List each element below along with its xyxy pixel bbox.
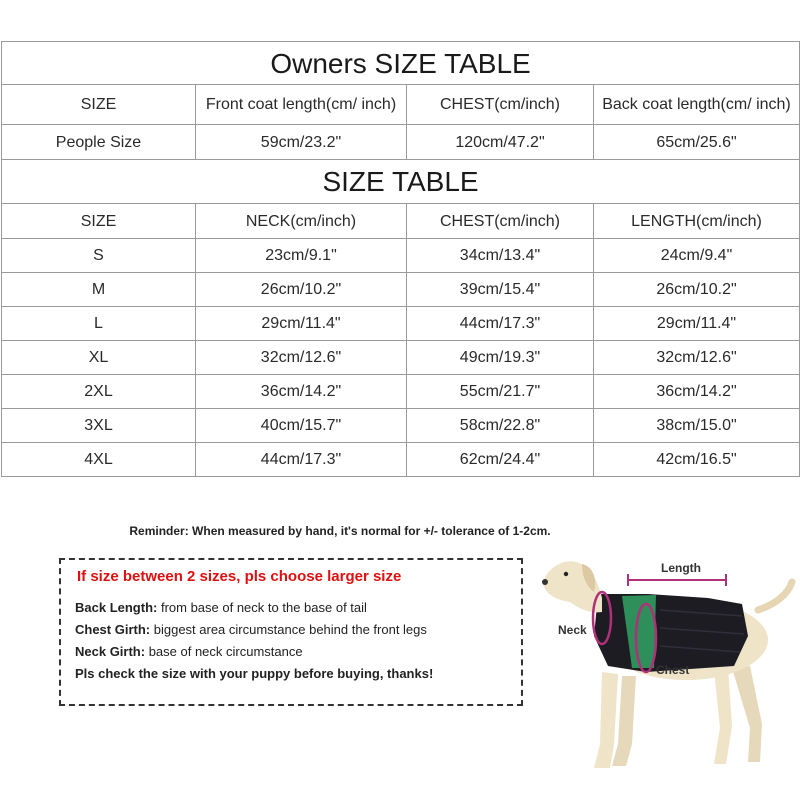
neck-girth-text: base of neck circumstance: [145, 644, 303, 659]
dog-hind-leg-back: [732, 666, 762, 762]
size-data-row: [2, 409, 800, 443]
back-length-note: [75, 600, 367, 615]
size-data-row-cell: 49cm/19.3": [407, 341, 594, 375]
chest-label: Chest: [656, 663, 690, 677]
size-data-row: [2, 443, 800, 477]
size-data-row-cell: 2XL: [2, 375, 196, 409]
size-data-row-cell: 44cm/17.3": [407, 307, 594, 341]
size-header-row: [2, 204, 800, 239]
size-data-row-cell: 32cm/12.6": [196, 341, 407, 375]
size-data-row-cell: 34cm/13.4": [407, 239, 594, 273]
size-data-row-cell: 29cm/11.4": [594, 307, 800, 341]
size-data-row-cell: 4XL: [2, 443, 196, 477]
size-data-row-cell: 42cm/16.5": [594, 443, 800, 477]
size-data-row-cell: 40cm/15.7": [196, 409, 407, 443]
size-data-row-cell: 39cm/15.4": [407, 273, 594, 307]
reminder-text: Reminder: When measured by hand, it's normal for +/- tolerance of 1-2cm.: [129, 524, 551, 538]
size-advice-box: [59, 558, 523, 706]
dog-nose: [542, 579, 548, 585]
closing-text: Pls check the size with your puppy before buying, thanks!: [75, 666, 434, 681]
size-data-row-cell: 23cm/9.1": [196, 239, 407, 273]
size-data-row: [2, 239, 800, 273]
length-label: Length: [661, 561, 701, 575]
size-header-row-cell: CHEST(cm/inch): [407, 204, 594, 239]
size-data-row: [2, 341, 800, 375]
size-data-row-cell: 24cm/9.4": [594, 239, 800, 273]
owners-data-row: [2, 125, 800, 160]
dog-hind-leg-front: [714, 668, 732, 764]
size-data-row-cell: 58cm/22.8": [407, 409, 594, 443]
size-data-row-cell: XL: [2, 341, 196, 375]
chest-girth-label: Chest Girth:: [75, 622, 151, 637]
owners-header-row-cell: Front coat length(cm/ inch): [196, 85, 407, 125]
size-data-row-cell: 3XL: [2, 409, 196, 443]
chest-girth-note: [75, 622, 427, 637]
dog-measurement-illustration: [536, 548, 800, 798]
size-data-row-cell: 62cm/24.4": [407, 443, 594, 477]
neck-girth-note: [75, 644, 303, 659]
size-data-row-cell: L: [2, 307, 196, 341]
owners-header-row: [2, 85, 800, 125]
dog-eye: [564, 572, 568, 576]
dog-front-leg-front: [594, 672, 618, 768]
size-data-row-cell: 26cm/10.2": [196, 273, 407, 307]
owners-header-row-cell: CHEST(cm/inch): [407, 85, 594, 125]
size-data-row-cell: 26cm/10.2": [594, 273, 800, 307]
size-advice-headline: If size between 2 sizes, pls choose larger size: [77, 568, 402, 585]
back-length-text: from base of neck to the base of tail: [157, 600, 367, 615]
size-header-row-cell: LENGTH(cm/inch): [594, 204, 800, 239]
size-data-row: [2, 307, 800, 341]
size-sheet: [1, 41, 800, 477]
neck-girth-label: Neck Girth:: [75, 644, 146, 659]
sheet-body: [2, 42, 800, 477]
owners-table-title: Owners SIZE TABLE: [2, 42, 800, 85]
owners-header-row-cell: Back coat length(cm/ inch): [594, 85, 800, 125]
neck-label: Neck: [558, 623, 587, 637]
size-data-row-cell: 44cm/17.3": [196, 443, 407, 477]
owners-data-row-cell: 65cm/25.6": [594, 125, 800, 160]
size-data-row-cell: M: [2, 273, 196, 307]
closing-note: [75, 666, 433, 681]
size-data-row-cell: 38cm/15.0": [594, 409, 800, 443]
owners-data-row-cell: People Size: [2, 125, 196, 160]
owners-data-row-cell: 120cm/47.2": [407, 125, 594, 160]
owners-header-row-cell: SIZE: [2, 85, 196, 125]
size-data-row: [2, 273, 800, 307]
size-data-row-cell: 29cm/11.4": [196, 307, 407, 341]
size-data-row: [2, 375, 800, 409]
owners-data-row-cell: 59cm/23.2": [196, 125, 407, 160]
size-table-title: SIZE TABLE: [2, 160, 800, 204]
owners-table-title-row: [2, 42, 800, 85]
size-data-row-cell: 55cm/21.7": [407, 375, 594, 409]
size-data-row-cell: S: [2, 239, 196, 273]
size-header-row-cell: NECK(cm/inch): [196, 204, 407, 239]
chest-girth-text: biggest area circumstance behind the front legs: [150, 622, 427, 637]
dog-tail: [758, 582, 792, 610]
back-length-label: Back Length:: [75, 600, 158, 615]
size-data-row-cell: 32cm/12.6": [594, 341, 800, 375]
size-data-row-cell: 36cm/14.2": [594, 375, 800, 409]
size-table-title-row: [2, 160, 800, 204]
size-header-row-cell: SIZE: [2, 204, 196, 239]
size-data-row-cell: 36cm/14.2": [196, 375, 407, 409]
